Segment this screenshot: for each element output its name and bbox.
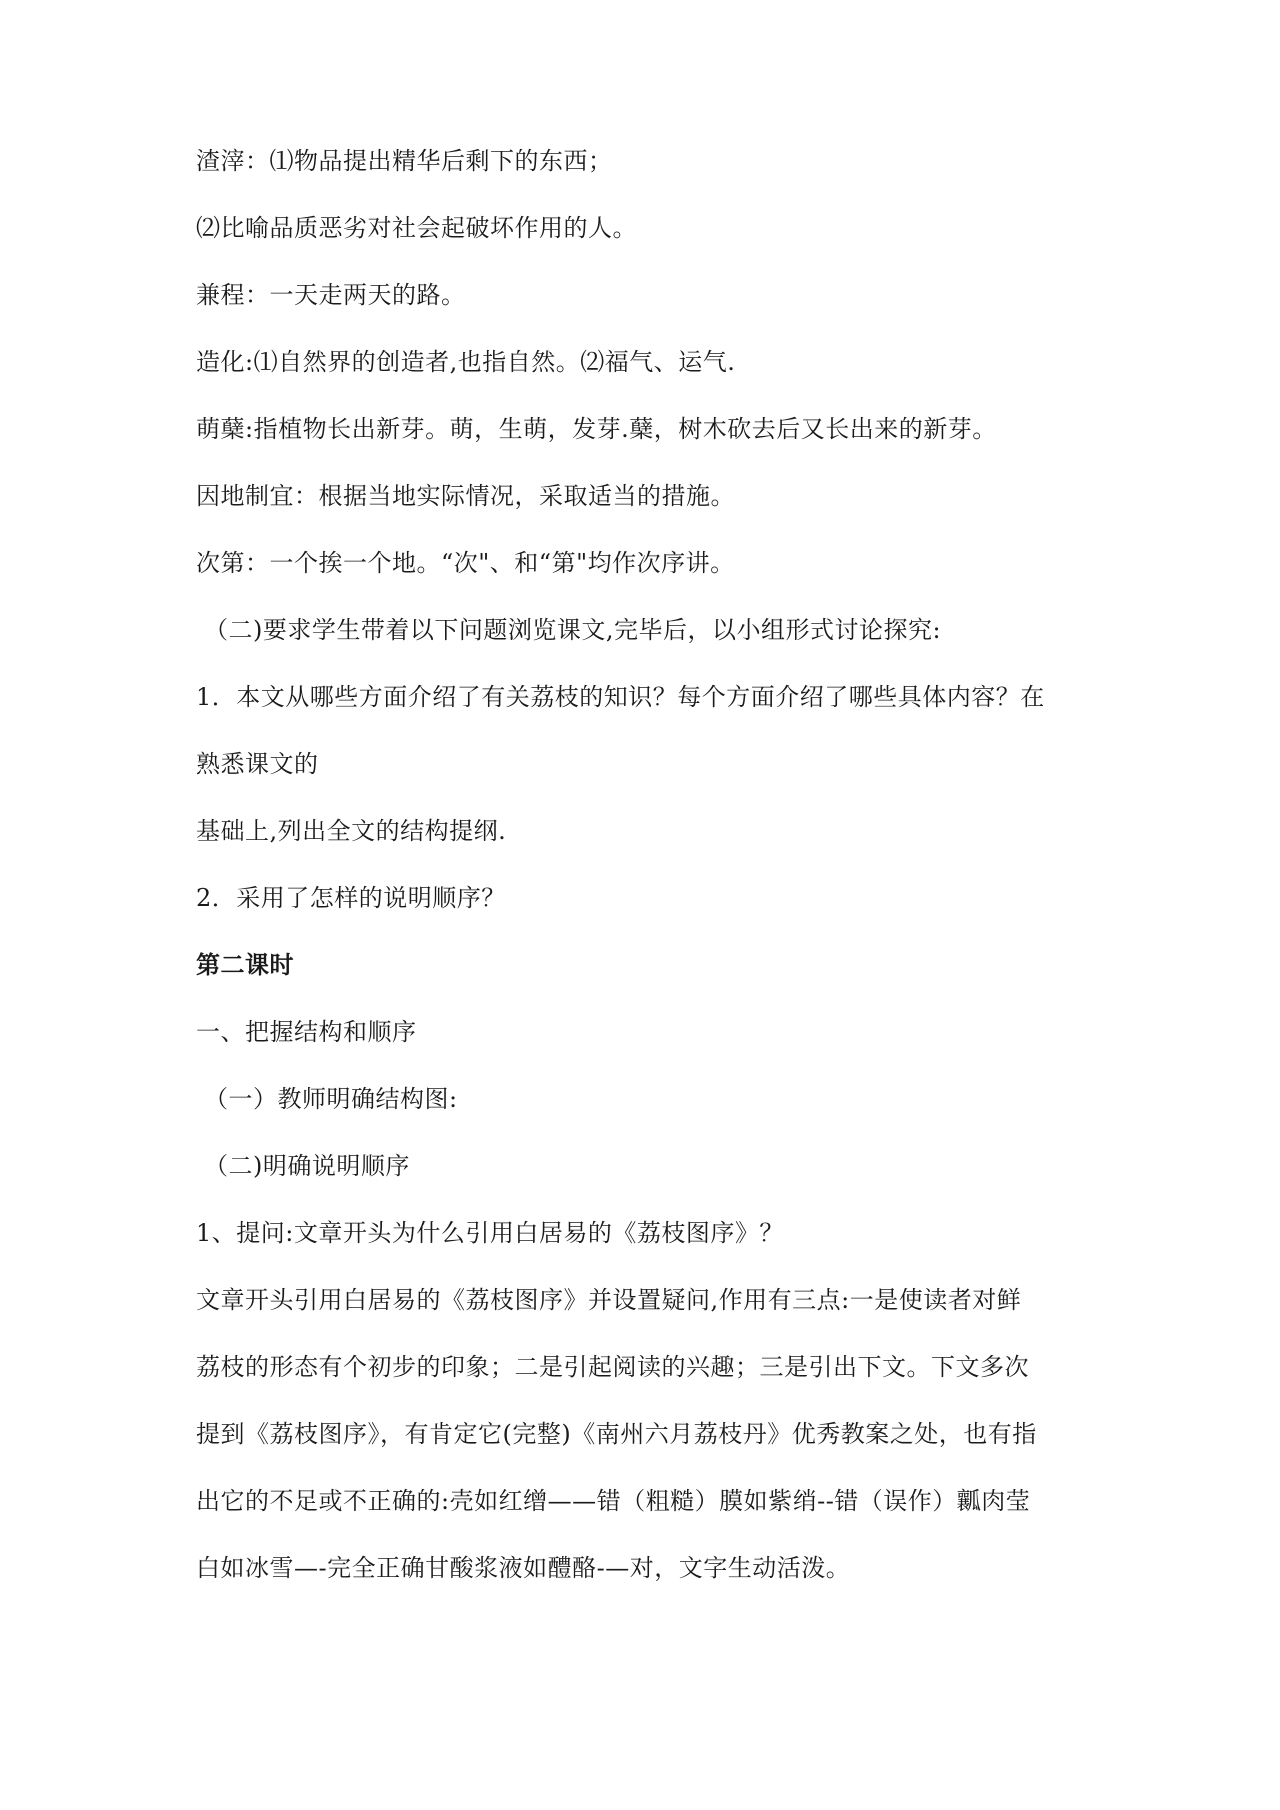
text-line: 白如冰雪—-完全正确甘酸浆液如醴酪-—对，文字生动活泼。 <box>196 1554 851 1582</box>
text-line: 萌蘖:指植物长出新芽。萌，生萌，发芽.蘖，树木砍去后又长出来的新芽。 <box>196 415 997 443</box>
text-line: 荔枝的形态有个初步的印象；二是引起阅读的兴趣；三是引出下文。下文多次 <box>196 1353 1029 1381</box>
text-line: 2．采用了怎样的说明顺序？ <box>196 884 506 912</box>
text-line: 文章开头引用白居易的《荔枝图序》并设置疑问,作用有三点:一是使读者对鲜 <box>196 1286 1022 1314</box>
text-line: 提到《荔枝图序》，有肯定它(完整)《南州六月荔枝丹》优秀教案之处，也有指 <box>196 1420 1037 1448</box>
text-line: 造化:⑴自然界的创造者,也指自然。⑵福气、运气. <box>196 348 736 376</box>
text-line: 因地制宜：根据当地实际情况，采取适当的措施。 <box>196 482 735 510</box>
text-line: 一、把握结构和顺序 <box>196 1018 417 1046</box>
text-line: 渣滓：⑴物品提出精华后剩下的东西； <box>196 147 613 175</box>
text-line: 次第：一个挨一个地。“次"、和“第"均作次序讲。 <box>196 549 735 577</box>
text-line: 兼程：一天走两天的路。 <box>196 281 466 309</box>
text-line: （一）教师明确结构图: <box>204 1085 458 1113</box>
text-line: ⑵比喻品质恶劣对社会起破坏作用的人。 <box>196 214 637 242</box>
text-line: 基础上,列出全文的结构提纲. <box>196 817 507 845</box>
text-line: （二)明确说明顺序 <box>204 1152 410 1180</box>
text-line: 出它的不足或不正确的:壳如红缯——错（粗糙）膜如紫绡--错（误作）瓤肉莹 <box>196 1487 1031 1515</box>
text-line: 熟悉课文的 <box>196 750 319 778</box>
text-line: 1、提问:文章开头为什么引用白居易的《荔枝图序》？ <box>196 1219 784 1247</box>
section-heading: 第二课时 <box>196 950 294 979</box>
text-line: 1．本文从哪些方面介绍了有关荔枝的知识？每个方面介绍了哪些具体内容？在 <box>196 683 1045 711</box>
text-line: （二)要求学生带着以下问题浏览课文,完毕后，以小组形式讨论探究: <box>204 616 942 644</box>
